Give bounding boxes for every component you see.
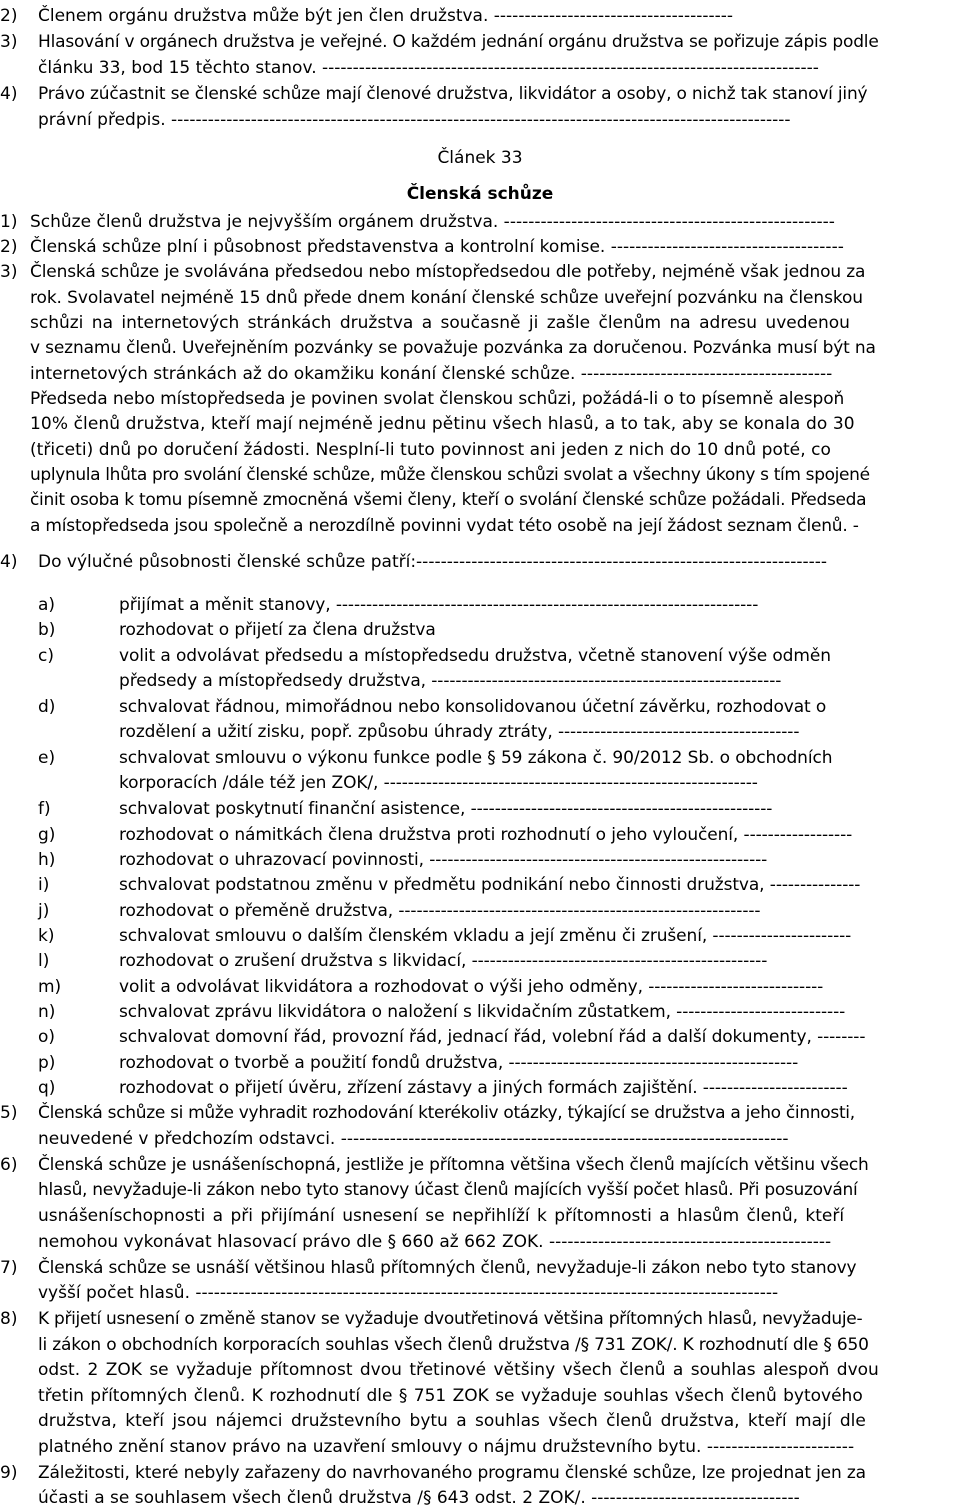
clause-text: hlasů, nevyžaduje-li zákon nebo tyto stanovy účast členů majících vyšší počet hlasů. Při posuzování — [38, 1180, 858, 1200]
article-number: Článek 33 — [437, 148, 523, 168]
clause-number: 3) — [0, 32, 18, 52]
clause-text: článku 33, bod 15 těchto stanov. --------------------------------------------------------------------------------- — [38, 58, 819, 78]
list-letter: j) — [38, 901, 50, 921]
clause-text: třetin přítomných členů. K rozhodnutí dle § 751 ZOK se vyžaduje souhlas všech členů bytového — [38, 1386, 863, 1406]
clause-number: 6) — [0, 1155, 18, 1175]
clause-text: Členská schůze si může vyhradit rozhodování kterékoliv otázky, týkající se družstva a jeho činnosti, — [38, 1103, 855, 1123]
list-item-text: schvalovat řádnou, mimořádnou nebo konsolidovanou účetní závěrku, rozhodovat o — [119, 697, 827, 717]
list-letter: l) — [38, 951, 50, 971]
clause-text: družstva, kteří jsou nájemci družstevního bytu a souhlas všech členů družstva, kteří mají dle — [38, 1411, 866, 1431]
list-item-text: rozhodovat o přijetí za člena družstva — [119, 620, 436, 640]
list-letter: k) — [38, 926, 55, 946]
list-letter: o) — [38, 1027, 56, 1047]
clause-text: rok. Svolavatel nejméně 15 dnů přede dnem konání členské schůze uveřejní pozvánku na členskou — [30, 288, 863, 308]
clause-text: usnášeníschopnosti a při přijímání usnesení se nepřihlíží k přítomnosti a hlasům členů, kteří — [38, 1206, 845, 1226]
clause-number: 8) — [0, 1309, 18, 1329]
clause-number: 9) — [0, 1463, 18, 1483]
clause-number: 2) — [0, 237, 18, 257]
clause-text: Do výlučné působnosti členské schůze patří:------------------------------------------------------------------- — [38, 552, 828, 572]
clause-text: Hlasování v orgánech družstva je veřejné. O každém jednání orgánu družstva se pořizuje zápis podle — [38, 32, 879, 52]
clause-text: schůzi na internetových stránkách družstva a současně ji zašle členům na adresu uvedenou — [30, 313, 850, 333]
list-item-text: rozdělení a užití zisku, popř. způsobu úhrady ztráty, ---------------------------------------- — [119, 722, 800, 742]
clause-text: Právo zúčastnit se členské schůze mají členové družstva, likvidátor a osoby, o nichž tak stanoví jiný — [38, 84, 868, 104]
clause-number: 2) — [0, 6, 18, 26]
clause-text: Schůze členů družstva je nejvyšším orgánem družstva. ------------------------------------------------------ — [30, 212, 835, 232]
list-letter: f) — [38, 799, 51, 819]
list-item-text: schvalovat smlouvu o dalším členském vkladu a její změnu či zrušení, ----------------------- — [119, 926, 852, 946]
list-item-text: předsedy a místopředsedy družstva, ---------------------------------------------------------- — [119, 671, 782, 691]
list-letter: i) — [38, 875, 50, 895]
clause-text: činit osoba k tomu písemně zmocněná všemi členy, kteří o svolání členské schůze požádali. Předseda — [30, 490, 867, 510]
list-item-text: rozhodovat o zrušení družstva s likvidací, ------------------------------------------------- — [119, 951, 768, 971]
clause-text: neuvedené v předchozím odstavci. ------------------------------------------------------------------------- — [38, 1129, 789, 1149]
clause-text: nemohou vykonávat hlasovací právo dle § 660 až 662 ZOK. ---------------------------------------------- — [38, 1232, 832, 1252]
list-letter: g) — [38, 825, 56, 845]
article-title: Členská schůze — [406, 184, 554, 204]
list-item-text: volit a odvolávat předsedu a místopředsedu družstva, včetně stanovení výše odměn — [119, 646, 831, 666]
clause-number: 4) — [0, 84, 18, 104]
clause-text: právní předpis. ----------------------------------------------------------------------------------------------------- — [38, 110, 791, 130]
clause-text: Předseda nebo místopředseda je povinen svolat členskou schůzi, požádá-li o to písemně alespoň — [30, 389, 845, 409]
list-item-text: schvalovat domovní řád, provozní řád, jednací řád, volební řád a další dokumenty, -------- — [119, 1027, 866, 1047]
clause-text: v seznamu členů. Uveřejněním pozvánky se považuje pozvánka za doručenou. Pozvánka musí být na — [30, 338, 876, 358]
list-item-text: rozhodovat o tvorbě a použití fondů družstva, ------------------------------------------------ — [119, 1053, 799, 1073]
clause-text: K přijetí usnesení o změně stanov se vyžaduje dvoutřetinová většina přítomných hlasů, nevyžaduje- — [38, 1309, 863, 1329]
clause-text: a místopředseda jsou společně a nerozdílně povinni vydat této osobě na její žádost seznam členů. - — [30, 516, 859, 536]
list-letter: a) — [38, 595, 56, 615]
list-item-text: schvalovat smlouvu o výkonu funkce podle § 59 zákona č. 90/2012 Sb. o obchodních — [119, 748, 833, 768]
clause-text: odst. 2 ZOK se vyžaduje přítomnost dvou třetinové většiny všech členů a souhlas alespoň dvou — [38, 1360, 879, 1380]
list-letter: q) — [38, 1078, 56, 1098]
list-letter: p) — [38, 1053, 56, 1073]
list-letter: n) — [38, 1002, 56, 1022]
clause-text: uplynula lhůta pro svolání členské schůze, může členskou schůzi svolat a všechny úkony s tím spojené — [30, 465, 870, 485]
list-item-text: schvalovat podstatnou změnu v předmětu podnikání nebo činnosti družstva, --------------- — [119, 875, 861, 895]
list-item-text: schvalovat zprávu likvidátora o naložení s likvidačním zůstatkem, ---------------------------- — [119, 1002, 846, 1022]
list-letter: c) — [38, 646, 54, 666]
clause-number: 1) — [0, 212, 18, 232]
list-item-text: schvalovat poskytnutí finanční asistence, -------------------------------------------------- — [119, 799, 773, 819]
clause-text: účasti a se souhlasem všech členů družstva /§ 643 odst. 2 ZOK/. ---------------------------------- — [38, 1488, 800, 1508]
list-item-text: korporacích /dále též jen ZOK/, -------------------------------------------------------------- — [119, 773, 758, 793]
clause-text: internetových stránkách až do okamžiku konání členské schůze. ----------------------------------------- — [30, 364, 833, 384]
clause-text: platného znění stanov právo na uzavření smlouvy o nájmu družstevního bytu. ------------------------ — [38, 1437, 855, 1457]
list-letter: m) — [38, 977, 62, 997]
clause-text: Členská schůze je usnášeníschopná, jestliže je přítomna většina všech členů majících většinu všech — [38, 1155, 869, 1175]
list-item-text: přijímat a měnit stanovy, ---------------------------------------------------------------------- — [119, 595, 759, 615]
clause-text: Členem orgánu družstva může být jen člen družstva. --------------------------------------- — [38, 6, 734, 26]
list-item-text: rozhodovat o uhrazovací povinnosti, -------------------------------------------------------- — [119, 850, 768, 870]
list-letter: e) — [38, 748, 56, 768]
clause-text: vyšší počet hlasů. ----------------------------------------------------------------------------------------------- — [38, 1283, 779, 1303]
clause-text: 10% členů družstva, kteří mají nejméně jednu pětinu všech hlasů, a to tak, aby se konala do 30 — [30, 414, 855, 434]
clause-text: Záležitosti, které nebyly zařazeny do navrhovaného programu členské schůze, lze projednat jen za — [38, 1463, 866, 1483]
list-item-text: volit a odvolávat likvidátora a rozhodovat o výši jeho odměny, ----------------------------- — [119, 977, 824, 997]
clause-number: 7) — [0, 1258, 18, 1278]
clause-number: 5) — [0, 1103, 18, 1123]
list-letter: b) — [38, 620, 56, 640]
clause-text: (třiceti) dnů po doručení žádosti. Nesplní-li tuto povinnost ani jeden z nich do 10 dnů poté, co — [30, 440, 831, 460]
clause-text: Členská schůze se usnáší většinou hlasů přítomných členů, nevyžaduje-li zákon nebo tyto stanovy — [38, 1258, 857, 1278]
list-item-text: rozhodovat o přijetí úvěru, zřízení zástavy a jiných formách zajištění. ------------------------ — [119, 1078, 848, 1098]
clause-number: 3) — [0, 262, 18, 282]
list-letter: d) — [38, 697, 56, 717]
list-item-text: rozhodovat o námitkách člena družstva proti rozhodnutí o jeho vyloučení, ------------------ — [119, 825, 853, 845]
clause-text: Členská schůze plní i působnost představenstva a kontrolní komise. -------------------------------------- — [30, 237, 844, 257]
clause-text: li zákon o obchodních korporacích souhlas všech členů družstva /§ 731 ZOK/. K rozhodnutí dle § 650 — [38, 1335, 869, 1355]
clause-text: Členská schůze je svolávána předsedou nebo místopředsedou dle potřeby, nejméně však jednou za — [30, 262, 866, 282]
list-letter: h) — [38, 850, 56, 870]
clause-number: 4) — [0, 552, 18, 572]
list-item-text: rozhodovat o přeměně družstva, ------------------------------------------------------------ — [119, 901, 761, 921]
